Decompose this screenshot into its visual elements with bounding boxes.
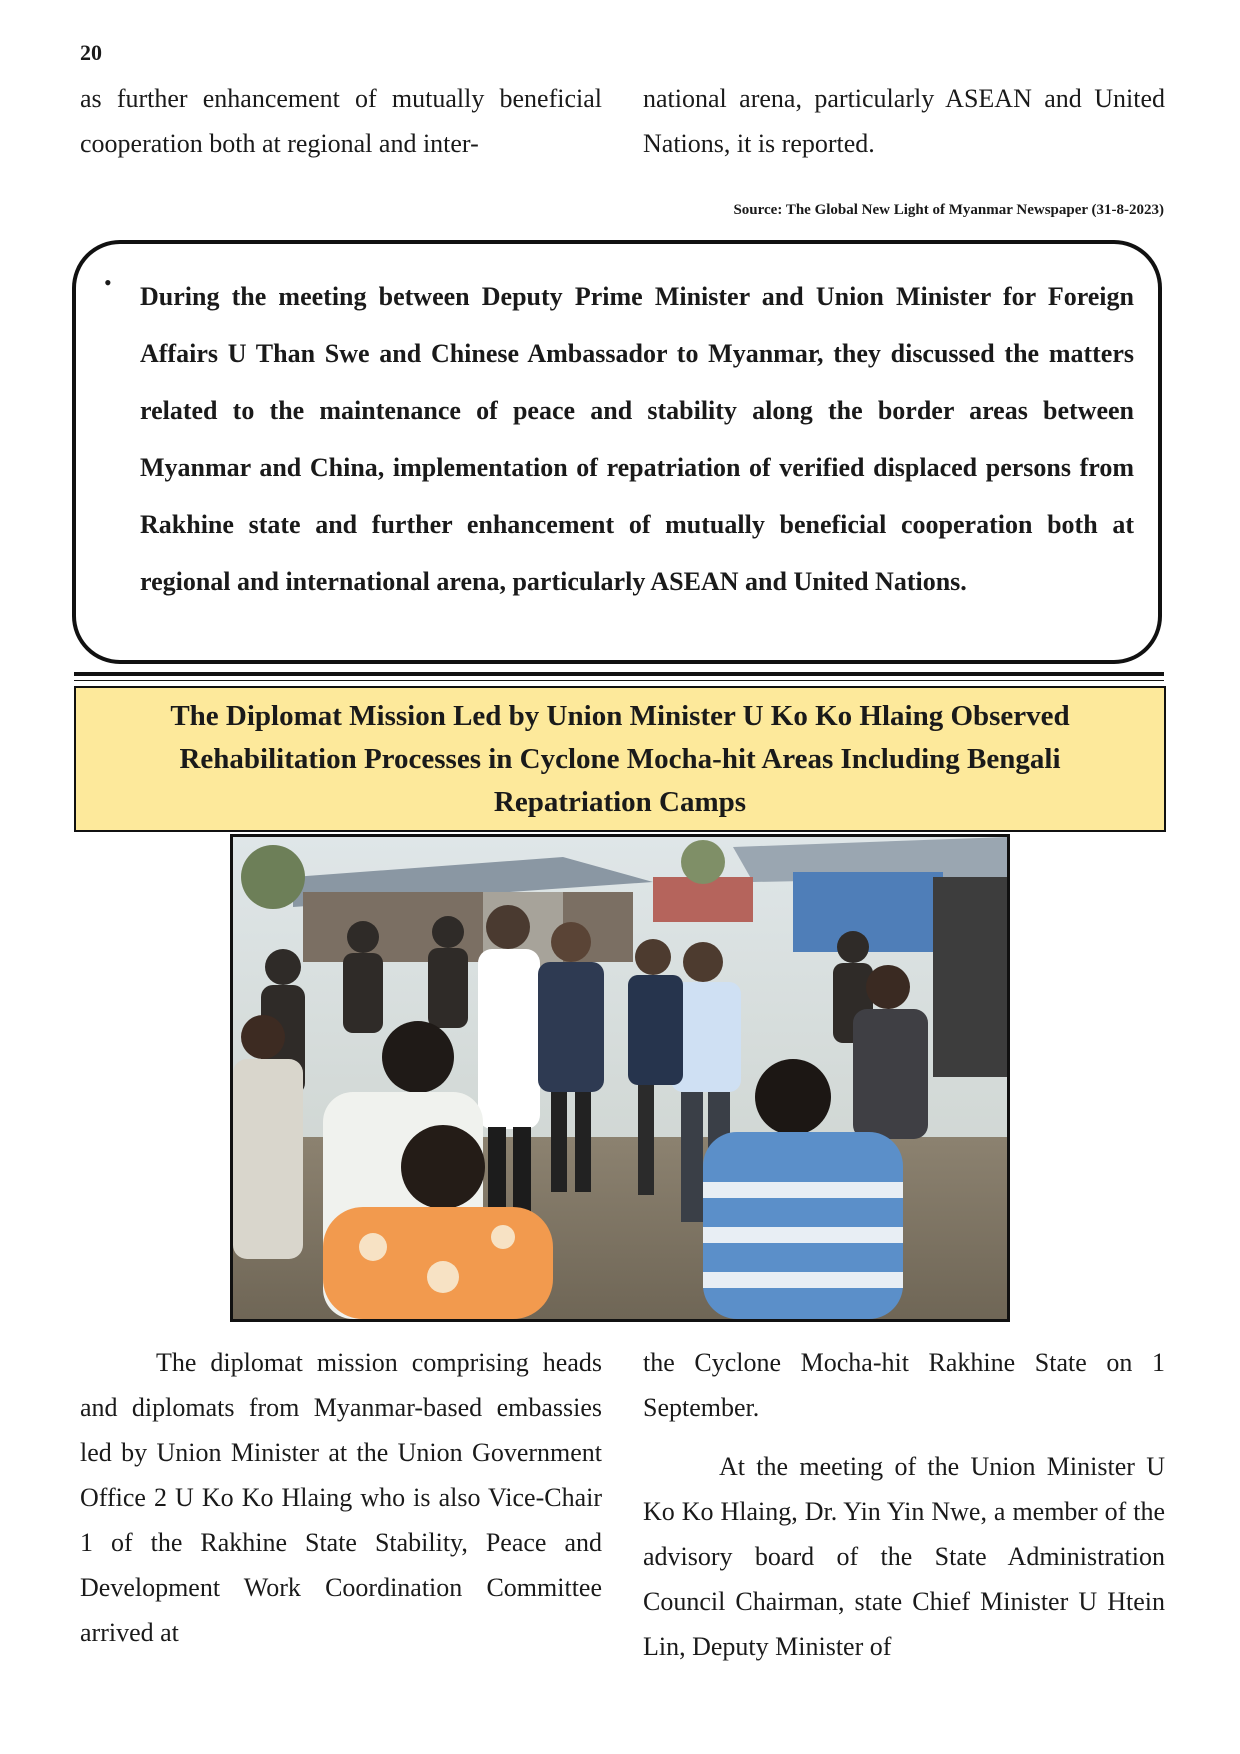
article-paragraph: the Cyclone Mocha-hit Rakhine State on 1 September.	[643, 1348, 1165, 1422]
top-left-column: as further enhancement of mutually beneficial cooperation both at regional and inter-	[80, 84, 602, 158]
top-text-columns	[80, 76, 1165, 166]
article-paragraph: At the meeting of the Union Minister U Ko Ko Hlaing, Dr. Yin Yin Nwe, a member of the advisory board of the State Administration Council Chairman, state Chief Minister U Htein Lin, Deputy Minister of	[643, 1452, 1165, 1661]
bullet-icon: •	[104, 270, 112, 295]
divider-thin	[74, 680, 1164, 681]
article-right-column	[643, 1340, 1165, 1669]
top-right-column: national arena, particularly ASEAN and United Nations, it is reported.	[643, 84, 1165, 158]
article-left-column	[80, 1340, 602, 1669]
article-paragraph: The diplomat mission comprising heads and diplomats from Myanmar-based embassies led by Union Minister at the Union Government Office 2 U Ko Ko Hlaing who is also Vice-Chair 1 of the Rakhine State Stability, Peace and Development Work Coordination Committee arrived at	[80, 1348, 602, 1647]
divider-thick	[74, 672, 1164, 676]
photo-illustration	[233, 837, 1007, 1319]
highlight-text: During the meeting between Deputy Prime Minister and Union Minister for Foreign Affairs U Than Swe and Chinese Ambassador to Myanmar, they discussed the matters related to the maintenance of peace and stability along the border areas between Myanmar and China, implementation of repatriation of verified displaced persons from Rakhine state and further enhancement of mutually beneficial cooperation both at regional and international arena, particularly ASEAN and United Nations.	[140, 282, 1134, 596]
headline-banner	[74, 686, 1166, 832]
article-headline: The Diplomat Mission Led by Union Minister U Ko Ko Hlaing Observed Rehabilitation Processes in Cyclone Mocha-hit Areas Including Bengali Repatriation Camps	[170, 699, 1070, 818]
highlight-box	[72, 240, 1162, 664]
news-photo	[230, 834, 1010, 1322]
article-columns	[80, 1340, 1165, 1669]
source-citation: Source: The Global New Light of Myanmar Newspaper (31-8-2023)	[733, 202, 1164, 218]
page-number: 20	[80, 40, 102, 65]
